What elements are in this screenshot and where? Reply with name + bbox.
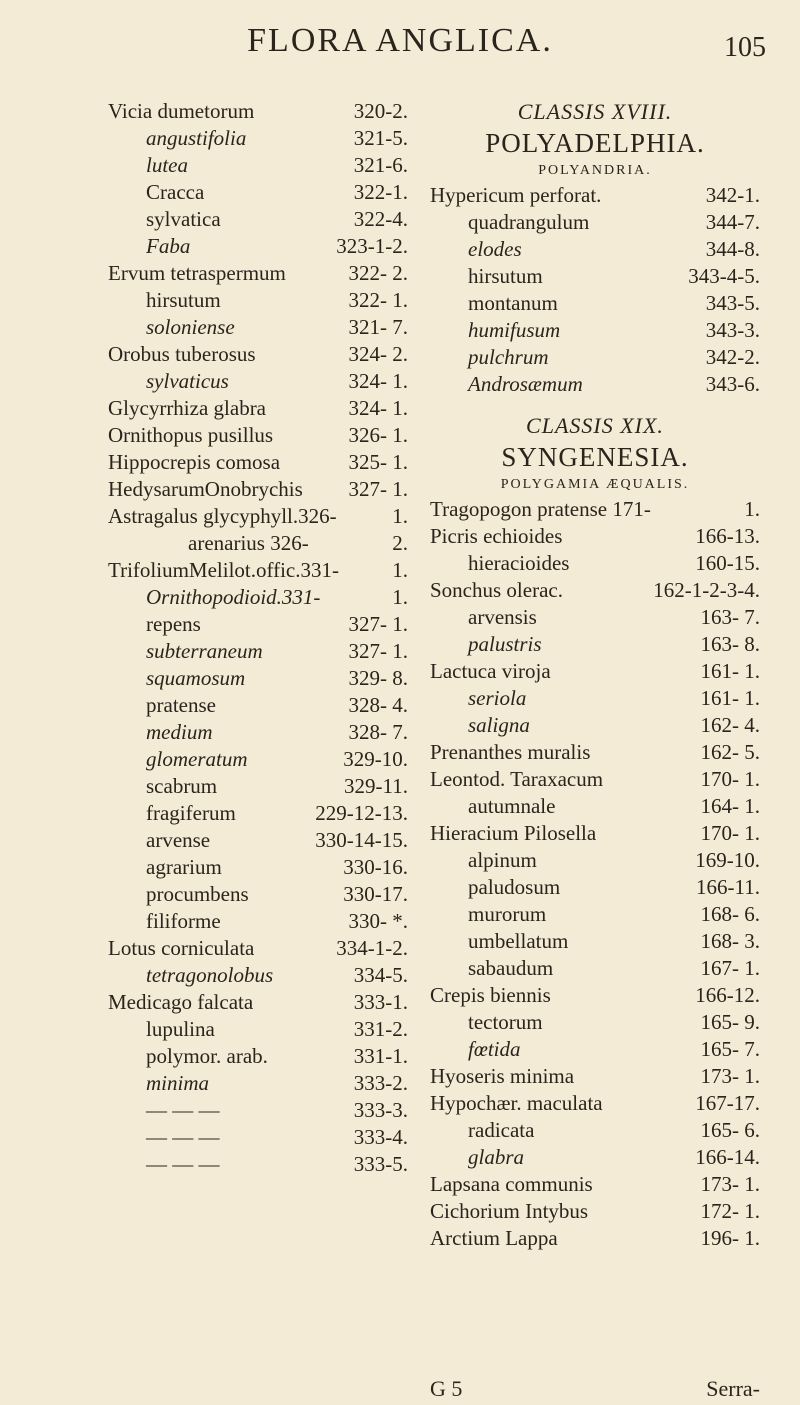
index-entry [430,739,760,766]
page-reference: 329- 8. [348,666,408,690]
page-reference: 333-2. [353,1071,408,1095]
plant-name: procumbens [146,882,249,906]
index-entry [108,719,408,746]
plant-name: Orobus tuberosus [108,342,256,366]
index-entry [108,1043,408,1070]
page-reference: 334-1-2. [336,936,408,960]
index-entry [108,854,408,881]
plant-name: sylvatica [146,207,221,231]
plant-name: — — — [146,1152,220,1176]
page-reference: 342-2. [705,345,760,369]
page-reference: 1. [392,558,408,582]
index-entry [430,982,760,1009]
page-reference: 322-1. [353,180,408,204]
page-number: 105 [724,32,766,63]
page-reference: 343-3. [705,318,760,342]
plant-name: fragiferum [146,801,236,825]
index-entry [430,874,760,901]
page-reference: 321-6. [353,153,408,177]
plant-name: angustifolia [146,126,247,150]
index-entry [108,341,408,368]
plant-name: Faba [146,234,191,258]
plant-name: seriola [468,686,527,710]
page-reference: 164- 1. [700,794,760,818]
index-entry [108,638,408,665]
index-entry [430,577,760,604]
page-reference: 324- 2. [348,342,408,366]
plant-name: Leontod. Taraxacum [430,767,604,791]
page-reference: 1. [392,585,408,609]
class-heading-xix: CLASSIS XIX. [526,413,664,438]
plant-name: arvense [146,828,211,852]
page-reference: 330-17. [343,882,408,906]
index-entry [108,827,408,854]
index-entry [430,1036,760,1063]
page-reference: 322- 1. [348,288,408,312]
index-entry [108,98,408,125]
index-entry [108,989,408,1016]
page-reference: 333-3. [353,1098,408,1122]
plant-name: — — — [146,1125,220,1149]
page-reference: 162- 5. [700,740,760,764]
index-entry [430,371,760,398]
page-reference: 342-1. [705,183,760,207]
plant-name: sylvaticus [146,369,229,393]
index-entry [108,260,408,287]
plant-name: pulchrum [468,345,549,369]
class-name-xix: SYNGENESIA. [501,442,689,472]
page-reference: 322-4. [353,207,408,231]
index-entry [108,368,408,395]
index-entry [108,962,408,989]
page-reference: 331-1. [353,1044,408,1068]
plant-name: Medicago falcata [108,990,254,1014]
plant-name: Hypericum perforat. [430,183,602,207]
page-reference: 165- 9. [700,1010,760,1034]
index-entry [430,1063,760,1090]
index-entry [108,773,408,800]
page-reference: 165- 6. [700,1118,760,1142]
plant-name: Androsæmum [468,372,583,396]
page-reference: 162-1-2-3-4. [653,578,760,602]
order-name-xviii: POLYANDRIA. [538,163,652,178]
plant-name: fœtida [468,1037,521,1061]
plant-name: humifusum [468,318,561,342]
class-xix-list [430,496,760,1252]
page-reference: 321-5. [353,126,408,150]
index-entry [430,712,760,739]
plant-name: Sonchus olerac. [430,578,563,602]
page-reference: 327- 1. [348,477,408,501]
plant-name: arvensis [468,605,537,629]
plant-name: sabaudum [468,956,554,980]
page-reference: 160-15. [695,551,760,575]
plant-name: soloniense [146,315,235,339]
index-entry [430,182,760,209]
index-entry [108,152,408,179]
page-reference: 163- 7. [700,605,760,629]
page-reference: 196- 1. [700,1226,760,1250]
index-entry [430,1225,760,1252]
index-entry [430,1144,760,1171]
page-reference: 343-6. [705,372,760,396]
plant-name: murorum [468,902,547,926]
plant-name: repens [146,612,201,636]
page-reference: 331-2. [353,1017,408,1041]
index-entry [430,317,760,344]
plant-name: saligna [468,713,530,737]
plant-name: scabrum [146,774,218,798]
page-reference: 321- 7. [348,315,408,339]
index-entry [108,908,408,935]
index-entry [430,793,760,820]
index-entry [430,290,760,317]
page-reference: 344-7. [705,210,760,234]
index-entry [430,263,760,290]
plant-name: Hypochær. maculata [430,1091,603,1115]
signature-mark: G 5 [430,1376,463,1401]
index-entry [108,530,408,557]
left-column [108,98,408,1178]
page-reference: 324- 1. [348,396,408,420]
plant-name: Hieracium Pilosella [430,821,597,845]
index-entry [108,125,408,152]
page-reference: 323-1-2. [336,234,408,258]
index-entry [430,631,760,658]
page-reference: 333-5. [353,1152,408,1176]
page-reference: 173- 1. [700,1172,760,1196]
page-reference: 328- 4. [348,693,408,717]
index-entry [108,800,408,827]
page-reference: 162- 4. [700,713,760,737]
page-reference: 168- 3. [700,929,760,953]
plant-name: HedysarumOnobrychis [108,477,303,501]
page-reference: 330- *. [348,909,408,933]
index-entry [430,820,760,847]
plant-name: Ornithopus pusillus [108,423,274,447]
plant-name: filiforme [146,909,221,933]
index-entry [108,1016,408,1043]
page-reference: 165- 7. [700,1037,760,1061]
page-reference: 320-2. [353,99,408,123]
plant-name: Prenanthes muralis [430,740,591,764]
plant-name: Crepis biennis [430,983,551,1007]
index-entry [108,881,408,908]
index-entry [108,206,408,233]
page-reference: 327- 1. [348,612,408,636]
index-entry [108,1151,408,1178]
index-entry [430,209,760,236]
index-entry [108,1070,408,1097]
index-entry [108,233,408,260]
page-reference: 1. [392,504,408,528]
page-reference: 161- 1. [700,659,760,683]
plant-name: palustris [468,632,542,656]
right-column [430,98,760,1252]
index-entry [430,658,760,685]
plant-name: Picris echioides [430,524,563,548]
plant-name: squamosum [146,666,246,690]
plant-name: medium [146,720,213,744]
page-reference: 168- 6. [700,902,760,926]
plant-name: elodes [468,237,522,261]
index-entry [108,395,408,422]
plant-name: Cracca [146,180,205,204]
page-reference: 327- 1. [348,639,408,663]
index-entry [108,287,408,314]
index-entry [108,665,408,692]
plant-name: umbellatum [468,929,569,953]
plant-name: Hyoseris minima [430,1064,575,1088]
plant-name: lutea [146,153,188,177]
index-entry [108,449,408,476]
plant-name: Vicia dumetorum [108,99,255,123]
page-reference: 325- 1. [348,450,408,474]
plant-name: quadrangulum [468,210,590,234]
index-entry [430,955,760,982]
plant-name: arenarius 326- [188,531,309,555]
plant-name: Hippocrepis comosa [108,450,281,474]
index-entry [108,476,408,503]
plant-name: Ervum tetraspermum [108,261,286,285]
plant-name: Arctium Lappa [430,1226,558,1250]
index-entry [108,584,408,611]
index-entry [430,685,760,712]
plant-name: Tragopogon pratense 171- [430,497,651,521]
index-entry [430,550,760,577]
plant-name: — — — [146,1098,220,1122]
page-reference: 166-13. [695,524,760,548]
index-entry [430,496,760,523]
index-entry [108,1124,408,1151]
plant-name: montanum [468,291,558,315]
page-reference: 328- 7. [348,720,408,744]
plant-name: glomeratum [146,747,248,771]
page-reference: 170- 1. [700,767,760,791]
plant-name: alpinum [468,848,537,872]
index-entry [108,746,408,773]
page-reference: 166-12. [695,983,760,1007]
index-entry [430,1009,760,1036]
page-reference: 173- 1. [700,1064,760,1088]
page-reference: 169-10. [695,848,760,872]
page-reference: 326- 1. [348,423,408,447]
page-reference: 330-16. [343,855,408,879]
page-reference: 1. [744,497,760,521]
page-reference: 2. [392,531,408,555]
running-header: FLORA ANGLICA. [247,22,553,59]
page-reference: 170- 1. [700,821,760,845]
index-entry [430,344,760,371]
page-reference: 334-5. [353,963,408,987]
page-reference: 333-1. [353,990,408,1014]
plant-name: glabra [468,1145,525,1169]
page-reference: 167- 1. [700,956,760,980]
page-reference: 330-14-15. [315,828,408,852]
page-reference: 166-11. [696,875,760,899]
plant-name: paludosum [468,875,561,899]
plant-name: polymor. arab. [146,1044,268,1068]
index-entry [108,611,408,638]
plant-name: pratense [146,693,216,717]
page-reference: 161- 1. [700,686,760,710]
plant-name: Lapsana communis [430,1172,593,1196]
page-reference: 322- 2. [348,261,408,285]
index-entry [108,557,408,584]
page-reference: 344-8. [705,237,760,261]
plant-name: hirsutum [146,288,221,312]
index-entry [430,1171,760,1198]
plant-name: Lactuca viroja [430,659,551,683]
index-entry [108,1097,408,1124]
page-reference: 329-11. [344,774,408,798]
page-reference: 229-12-13. [315,801,408,825]
order-name-xix: POLYGAMIA ÆQUALIS. [500,477,690,492]
index-entry [108,422,408,449]
plant-name: subterraneum [146,639,263,663]
plant-name: Ornithopodioid.331- [146,585,321,609]
page-reference: 343-5. [705,291,760,315]
page-reference: 329-10. [343,747,408,771]
plant-name: Glycyrrhiza glabra [108,396,267,420]
index-entry [430,236,760,263]
class-name-xviii: POLYADELPHIA. [485,128,705,158]
plant-name: autumnale [468,794,556,818]
index-entry [430,928,760,955]
class-heading-xviii: CLASSIS XVIII. [517,99,673,124]
plant-name: hirsutum [468,264,543,288]
page-reference: 343-4-5. [688,264,760,288]
index-entry [430,766,760,793]
index-entry [430,1090,760,1117]
page-reference: 172- 1. [700,1199,760,1223]
plant-name: tectorum [468,1010,543,1034]
index-entry [108,692,408,719]
index-entry [108,179,408,206]
index-entry [430,1198,760,1225]
index-entry [108,314,408,341]
plant-name: lupulina [146,1017,215,1041]
index-entry [430,901,760,928]
index-entry [430,523,760,550]
plant-name: radicata [468,1118,535,1142]
page-reference: 163- 8. [700,632,760,656]
page-footer [430,1376,760,1402]
catchword: Serra- [706,1376,760,1401]
plant-name: minima [146,1071,209,1095]
plant-name: hieracioides [468,551,570,575]
page-reference: 324- 1. [348,369,408,393]
page-reference: 166-14. [695,1145,760,1169]
page-reference: 167-17. [695,1091,760,1115]
index-entry [430,1117,760,1144]
plant-name: agrarium [146,855,222,879]
plant-name: tetragonolobus [146,963,274,987]
page-reference: 333-4. [353,1125,408,1149]
plant-name: TrifoliumMelilot.offic.331- [108,558,339,582]
plant-name: Cichorium Intybus [430,1199,589,1223]
index-entry [108,935,408,962]
index-entry [430,847,760,874]
index-entry [108,503,408,530]
index-entry [430,604,760,631]
class-xviii-list [430,182,760,398]
plant-name: Lotus corniculata [108,936,255,960]
plant-name: Astragalus glycyphyll.326- [108,504,337,528]
